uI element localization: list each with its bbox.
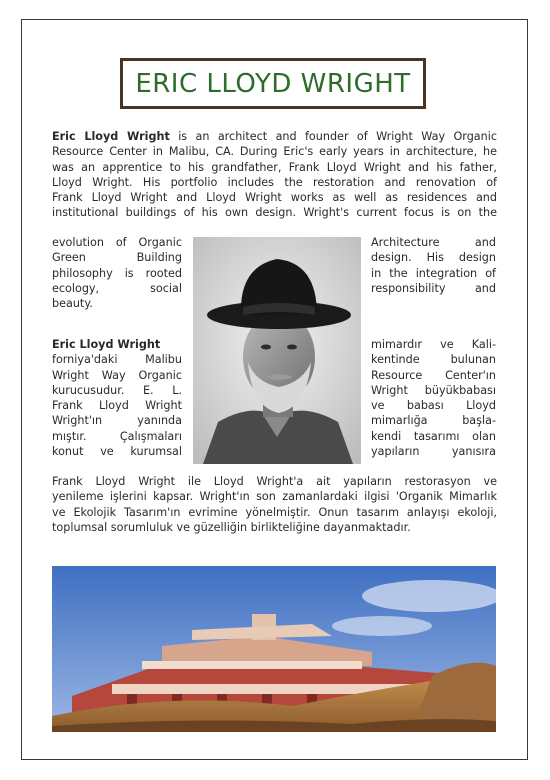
english-left-line: beauty.: [52, 297, 93, 311]
turkish-right-line: kentinde bulunan: [371, 353, 496, 367]
english-line: Lloyd Wright. His portfolio includes the restoration and renovation of: [52, 175, 497, 189]
turkish-right-line: yapıların yanısıra: [371, 445, 496, 459]
turkish-left-line: Wright Way Organic: [52, 368, 182, 382]
turkish-left-line: Frank Lloyd Wright: [52, 399, 182, 413]
turkish-right-line: mimarlığa başla-: [371, 414, 496, 428]
english-line: Frank Lloyd Wright and Lloyd Wright works as well as residences and: [52, 191, 497, 205]
english-intro-text: is an architect and founder of Wright Way Organic: [169, 130, 497, 143]
english-left-line: philosophy is rooted: [52, 266, 182, 280]
turkish-line: ve Ekolojik Tasarım'ın evrimine yönelmiştir. Onun tasarım anlayışı ekoloji,: [52, 505, 497, 519]
english-paragraph: [52, 129, 497, 221]
english-first-line: [52, 129, 497, 144]
turkish-left-line: Wright'ın yanında: [52, 414, 182, 428]
page-title: ERIC LLOYD WRIGHT: [135, 68, 411, 99]
title-frame: [120, 58, 426, 109]
turkish-paragraph-tail: [52, 474, 497, 535]
portrait-illustration: [193, 237, 361, 464]
english-line: was an apprentice to his grandfather, Frank Lloyd Wright and his father,: [52, 160, 497, 174]
turkish-right-line: Wright büyükbabası: [371, 383, 496, 397]
english-line: Resource Center in Malibu, CA. During Eric's early years in architecture, he: [52, 145, 497, 159]
english-left-line: evolution of Organic: [52, 236, 182, 249]
english-right-line: design. His design: [371, 251, 496, 265]
turkish-right-line: Resource Center'ın: [371, 368, 496, 382]
turkish-right-line: kendi tasarımı olan: [371, 429, 496, 443]
building-illustration: [52, 566, 496, 732]
turkish-left-line: mıştır. Çalışmaları: [52, 429, 182, 443]
turkish-line: toplumsal sorumluluk ve güzelliğin birlikteliğine dayanmaktadır.: [52, 520, 411, 534]
turkish-line: Frank Lloyd Wright ile Lloyd Wright'a ait yapıların restorasyon ve: [52, 475, 497, 488]
english-left-line: ecology, social: [52, 281, 182, 295]
english-right-line: in the integration of: [371, 266, 496, 280]
english-line: institutional buildings of his own design. Wright's current focus is on the: [52, 206, 497, 220]
turkish-left-line: kurucusudur. E. L.: [52, 383, 182, 397]
english-right-column: [371, 235, 496, 296]
english-left-column: [52, 235, 182, 311]
building-photo: [52, 566, 496, 732]
english-name: Eric Lloyd Wright: [52, 130, 170, 143]
english-right-line: Architecture and: [371, 236, 496, 249]
turkish-name-line: [52, 337, 182, 352]
turkish-line: yenileme işlerini kapsar. Wright'ın son zamanlardaki ilgisi 'Organik Mimarlık: [52, 490, 497, 504]
turkish-left-line: konut ve kurumsal: [52, 445, 182, 459]
turkish-right-line: ve babası Lloyd: [371, 399, 496, 413]
turkish-left-line: forniya'daki Malibu: [52, 353, 182, 367]
turkish-right-column: [371, 337, 496, 459]
turkish-name: Eric Lloyd Wright: [52, 338, 161, 351]
english-right-line: responsibility and: [371, 281, 496, 295]
portrait-photo: [193, 237, 361, 464]
turkish-left-column: [52, 337, 182, 459]
english-left-line: Green Building: [52, 251, 182, 265]
turkish-right-line: mimardır ve Kali-: [371, 338, 496, 351]
